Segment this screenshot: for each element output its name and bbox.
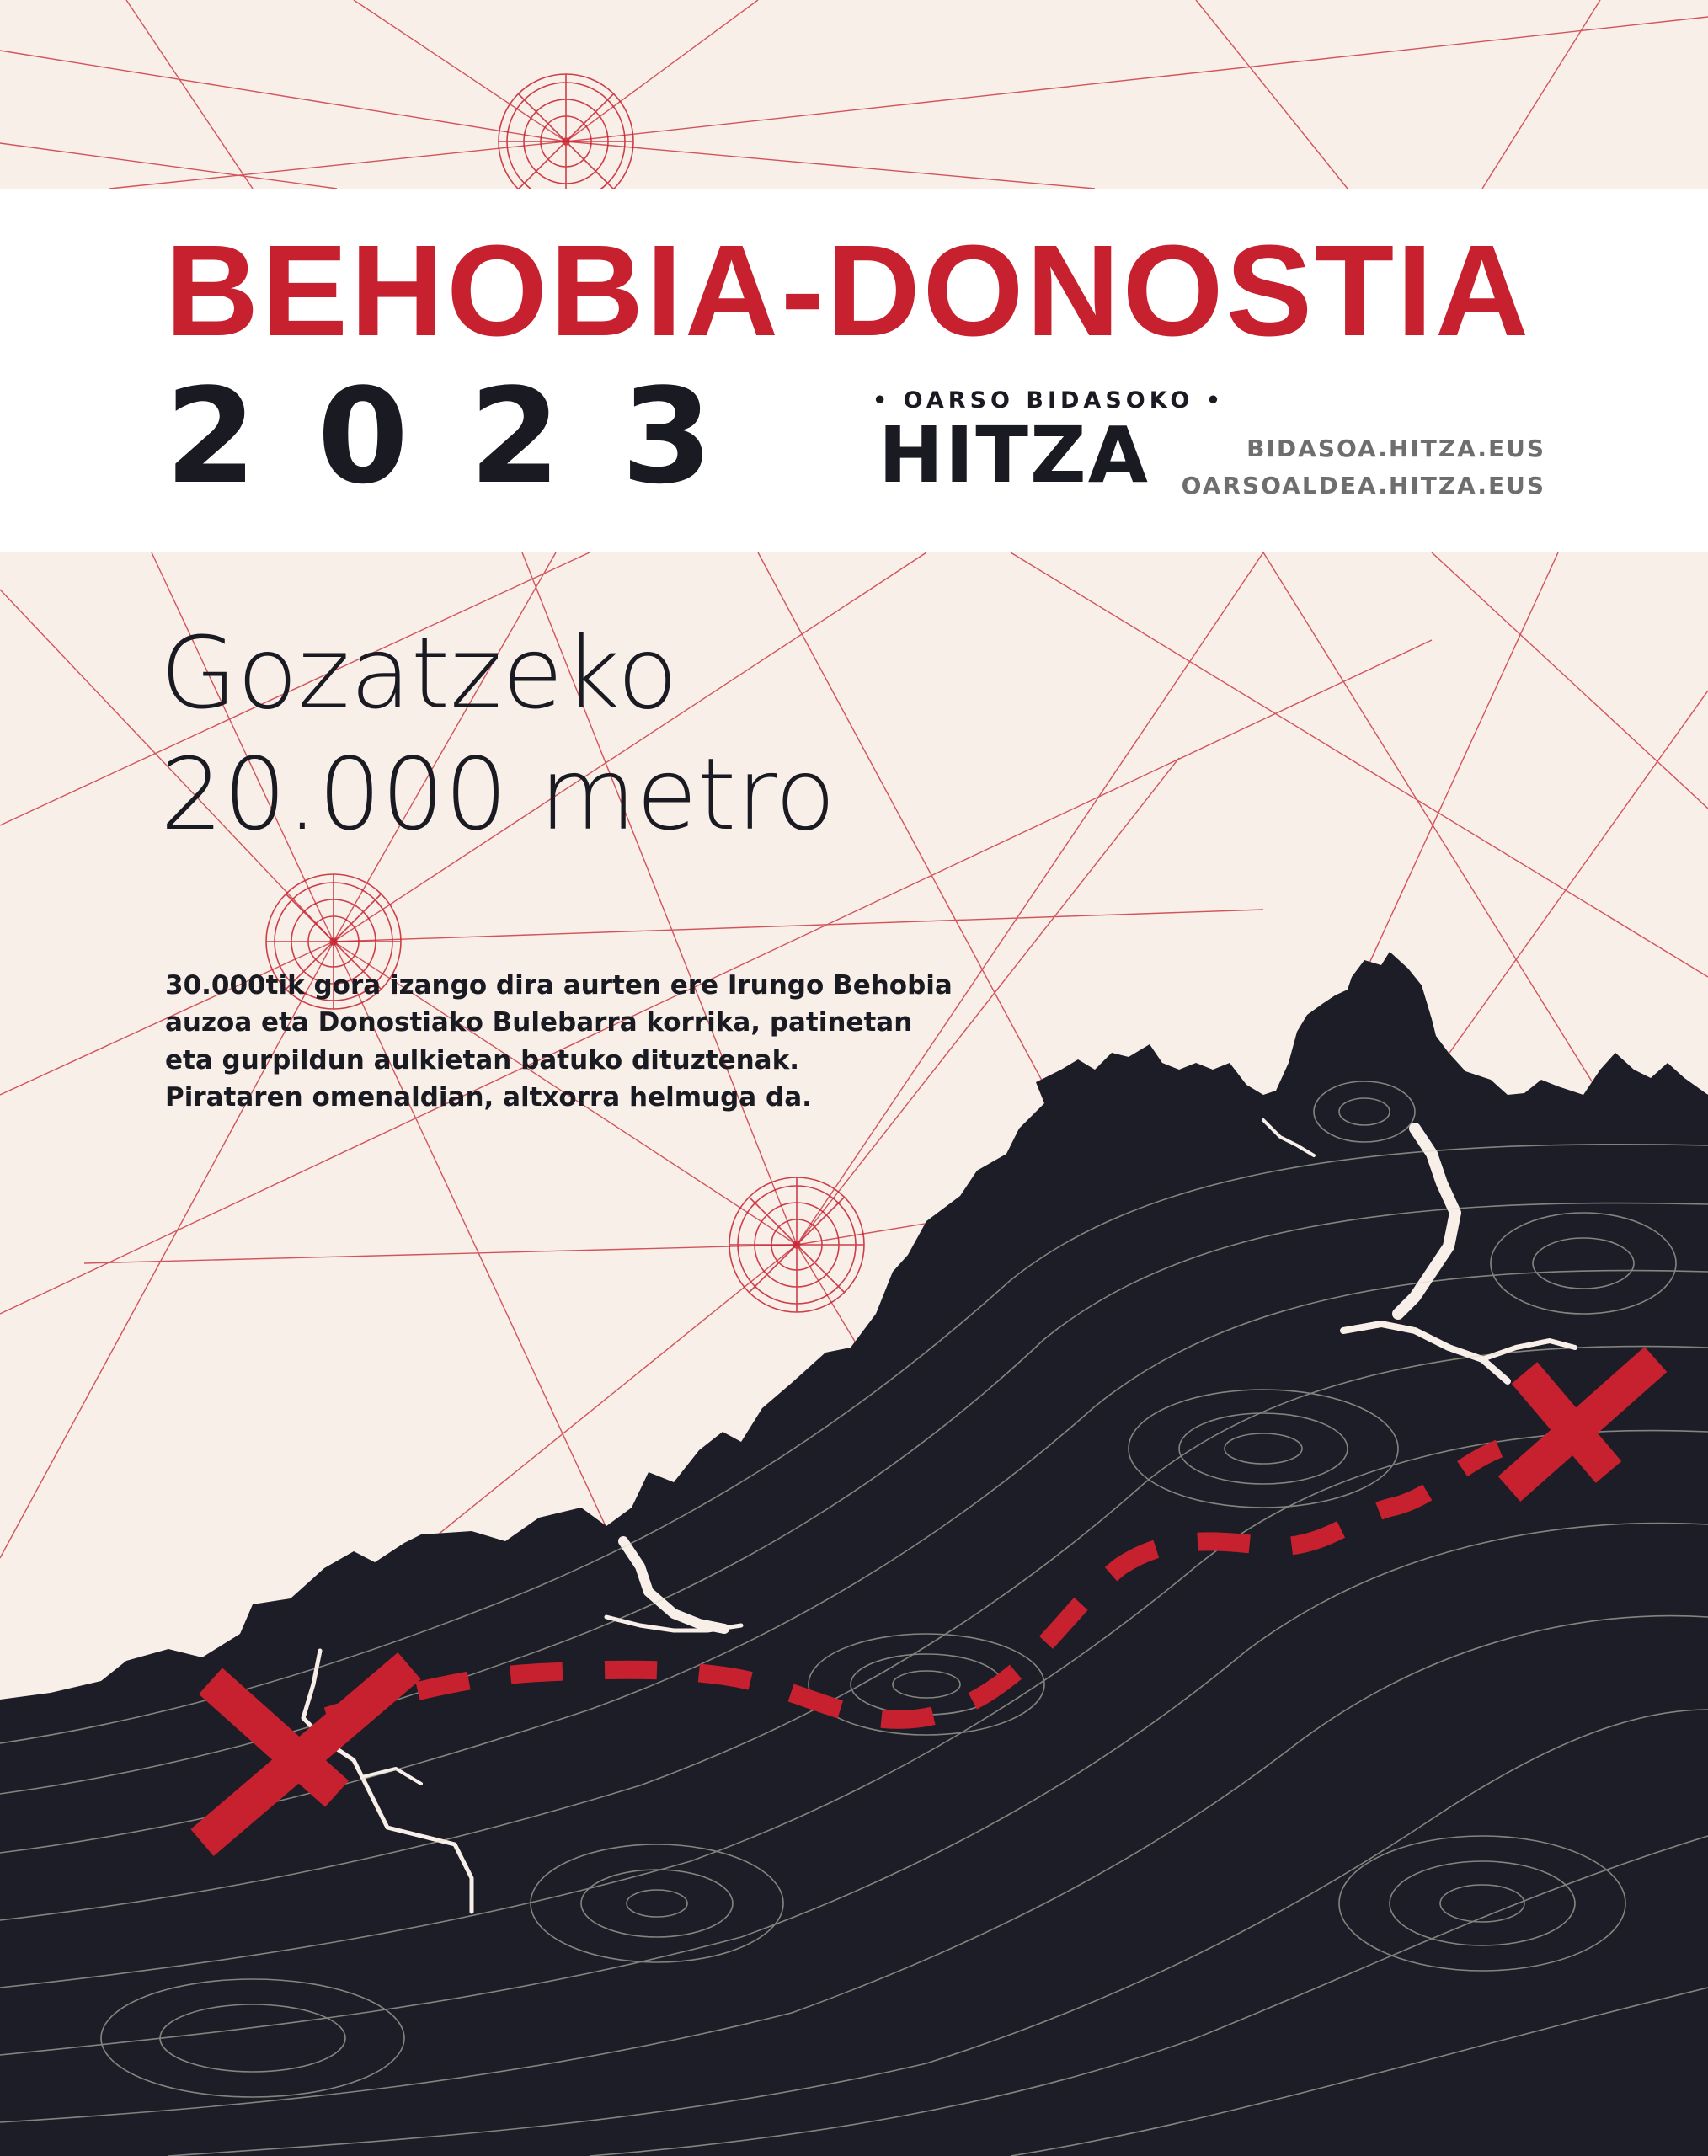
subtitle — [160, 613, 835, 856]
lead-line-1: 30.000tik gora izango dira aurten ere Irungo Behobia — [165, 970, 953, 1001]
site-url-oarsoaldea: OARSOALDEA.HITZA.EUS — [1181, 472, 1545, 499]
compass-rose-icon — [729, 1177, 864, 1312]
lead-line-4: Pirataren omenaldian, altxorra helmuga da. — [165, 1081, 812, 1113]
logo-tagline-text: OARSO BIDASOKO — [903, 387, 1194, 414]
lead-line-2: auzoa eta Donostiako Bulebarra korrika, patinetan — [165, 1007, 913, 1038]
year-title: 2023 — [165, 360, 774, 513]
site-url-bidasoa: BIDASOA.HITZA.EUS — [1246, 435, 1545, 462]
subtitle-line-1: Gozatzeko — [160, 615, 679, 731]
hitza-logo — [873, 387, 1194, 500]
lead-paragraph — [165, 967, 953, 1116]
logo-name: HITZA — [878, 410, 1150, 500]
logo-tagline: • OARSO BIDASOKO — [873, 387, 1194, 414]
subtitle-line-2: 20.000 metro — [160, 735, 836, 852]
headline: BEHOBIA-DONOSTIA — [165, 218, 1532, 363]
coastline-land — [0, 952, 1708, 2156]
lead-line-3: eta gurpildun aulkietan batuko dituztenak. — [165, 1044, 799, 1075]
